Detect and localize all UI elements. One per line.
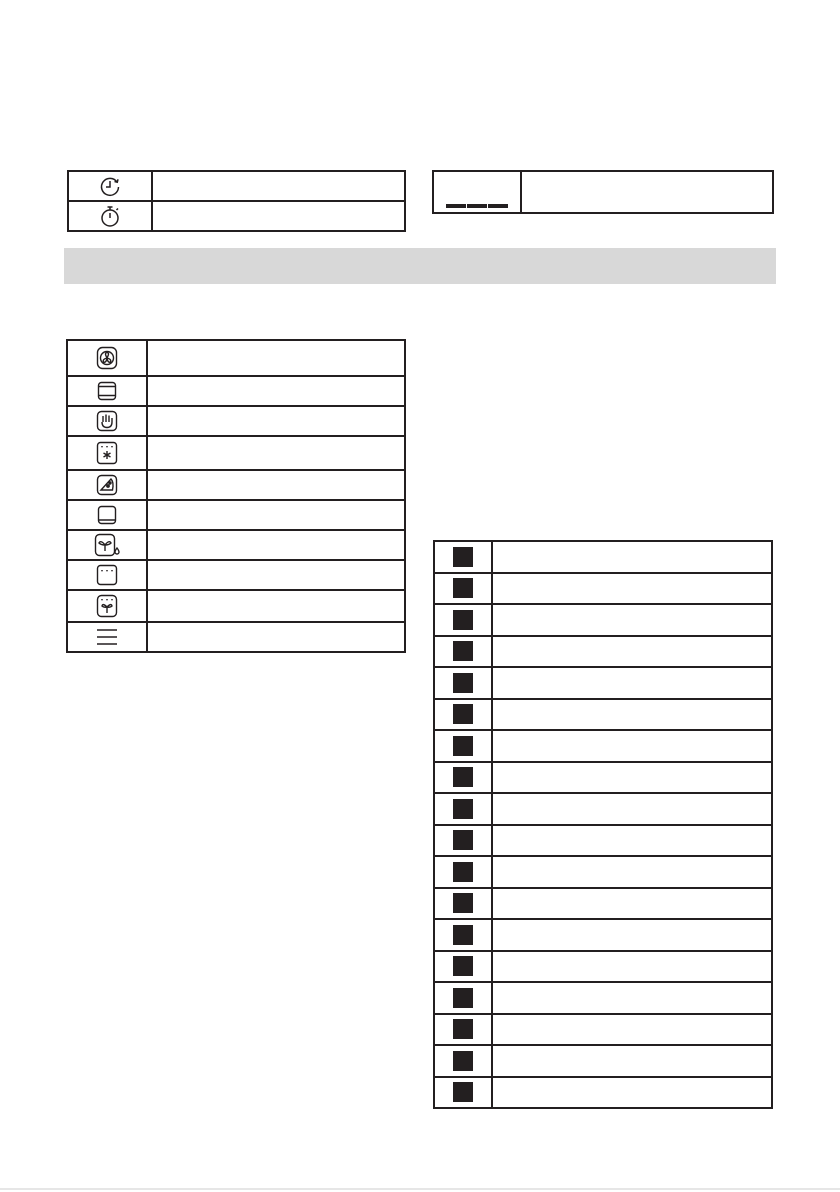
icon-cell	[434, 888, 492, 920]
black-square-icon	[453, 862, 473, 882]
table-row	[67, 406, 405, 436]
table-row	[67, 340, 405, 376]
defrost-oven-icon	[68, 441, 146, 465]
black-square-icon	[453, 925, 473, 945]
black-square-icon	[453, 767, 473, 787]
icon-cell	[434, 856, 492, 888]
row-text	[492, 982, 772, 1014]
icon-cell	[434, 951, 492, 983]
table-row	[434, 982, 772, 1014]
icon-cell	[67, 622, 147, 652]
row-text	[147, 340, 405, 376]
icon-cell	[434, 793, 492, 825]
row-text	[152, 171, 405, 201]
row-text	[492, 1014, 772, 1046]
black-square-icon	[453, 988, 473, 1008]
heating-functions-table	[66, 339, 406, 653]
black-square-icon	[453, 893, 473, 913]
icon-cell	[68, 171, 152, 201]
table-row	[434, 1045, 772, 1077]
icon-cell	[434, 573, 492, 605]
icon-cell	[434, 667, 492, 699]
row-text	[492, 636, 772, 668]
row-text	[492, 730, 772, 762]
table-row	[434, 825, 772, 857]
table-row	[67, 622, 405, 652]
table-row	[434, 1077, 772, 1109]
row-text	[492, 1077, 772, 1109]
section-header-bar	[64, 248, 776, 284]
row-text	[147, 560, 405, 590]
black-square-icon	[453, 673, 473, 693]
row-text	[147, 530, 405, 560]
table-row	[434, 636, 772, 668]
segment-dashes-icon	[434, 172, 520, 212]
black-square-icon	[453, 1051, 473, 1071]
black-square-icon	[453, 641, 473, 661]
fan-steam-oven-icon	[68, 533, 146, 557]
icon-cell	[434, 982, 492, 1014]
row-text	[492, 667, 772, 699]
table-row	[67, 470, 405, 500]
row-text	[147, 500, 405, 530]
table-row	[434, 541, 772, 573]
icon-cell	[67, 340, 147, 376]
black-square-icon	[453, 1019, 473, 1039]
clock-arrow-icon	[69, 173, 151, 199]
table-row	[434, 604, 772, 636]
icon-cell	[68, 201, 152, 231]
table-row	[434, 730, 772, 762]
bottom-heat-oven-icon	[68, 505, 146, 525]
icon-cell	[434, 636, 492, 668]
row-text	[492, 573, 772, 605]
icon-cell	[434, 762, 492, 794]
black-square-icon	[453, 956, 473, 976]
icon-cell	[434, 1014, 492, 1046]
dishes-table	[433, 540, 773, 1109]
icon-cell	[67, 530, 147, 560]
table-row	[67, 500, 405, 530]
row-text	[147, 406, 405, 436]
table-row	[67, 436, 405, 470]
icon-cell	[434, 1077, 492, 1109]
row-text	[152, 201, 405, 231]
plain-oven-icon	[68, 381, 146, 401]
fan-grill-oven-icon	[68, 594, 146, 618]
black-square-icon	[453, 799, 473, 819]
table-row	[68, 171, 405, 201]
black-square-icon	[453, 704, 473, 724]
row-text	[147, 590, 405, 622]
icon-cell	[67, 500, 147, 530]
icon-cell	[434, 541, 492, 573]
timer-symbols-table	[67, 170, 406, 232]
icon-cell	[433, 171, 521, 213]
row-text	[492, 825, 772, 857]
icon-cell	[434, 1045, 492, 1077]
table-row	[68, 201, 405, 231]
row-text	[147, 436, 405, 470]
table-row	[434, 951, 772, 983]
icon-cell	[434, 919, 492, 951]
icon-cell	[67, 560, 147, 590]
fan-ring-oven-icon	[68, 346, 146, 370]
icon-cell	[434, 730, 492, 762]
table-row	[433, 171, 773, 213]
table-row	[434, 667, 772, 699]
table-row	[434, 919, 772, 951]
table-row	[434, 856, 772, 888]
display-symbols-table	[432, 170, 774, 214]
table-row	[67, 560, 405, 590]
table-row	[434, 762, 772, 794]
black-square-icon	[453, 830, 473, 850]
icon-cell	[434, 604, 492, 636]
table-row	[434, 1014, 772, 1046]
icon-cell	[67, 470, 147, 500]
menu-lines-icon	[68, 628, 146, 646]
row-text	[492, 951, 772, 983]
row-text	[492, 856, 772, 888]
table-row	[434, 888, 772, 920]
row-text	[492, 1045, 772, 1077]
row-text	[492, 793, 772, 825]
row-text	[147, 470, 405, 500]
icon-cell	[434, 699, 492, 731]
icon-cell	[67, 376, 147, 406]
icon-cell	[67, 590, 147, 622]
row-text	[147, 376, 405, 406]
table-row	[434, 793, 772, 825]
stopwatch-icon	[69, 203, 151, 229]
row-text	[492, 919, 772, 951]
row-text	[492, 888, 772, 920]
row-text	[492, 699, 772, 731]
black-square-icon	[453, 578, 473, 598]
row-text	[492, 541, 772, 573]
table-row	[67, 376, 405, 406]
grill-oven-icon	[68, 564, 146, 586]
icon-cell	[434, 825, 492, 857]
row-text	[521, 171, 773, 213]
black-square-icon	[453, 1082, 473, 1102]
row-text	[147, 622, 405, 652]
row-text	[492, 762, 772, 794]
table-row	[67, 530, 405, 560]
icon-cell	[67, 436, 147, 470]
pizza-oven-icon	[68, 474, 146, 496]
black-square-icon	[453, 736, 473, 756]
hand-heat-oven-icon	[68, 410, 146, 432]
black-square-icon	[453, 547, 473, 567]
black-square-icon	[453, 610, 473, 630]
table-row	[434, 573, 772, 605]
row-text	[492, 604, 772, 636]
icon-cell	[67, 406, 147, 436]
page-bottom-edge	[0, 1188, 840, 1190]
table-row	[67, 590, 405, 622]
table-row	[434, 699, 772, 731]
